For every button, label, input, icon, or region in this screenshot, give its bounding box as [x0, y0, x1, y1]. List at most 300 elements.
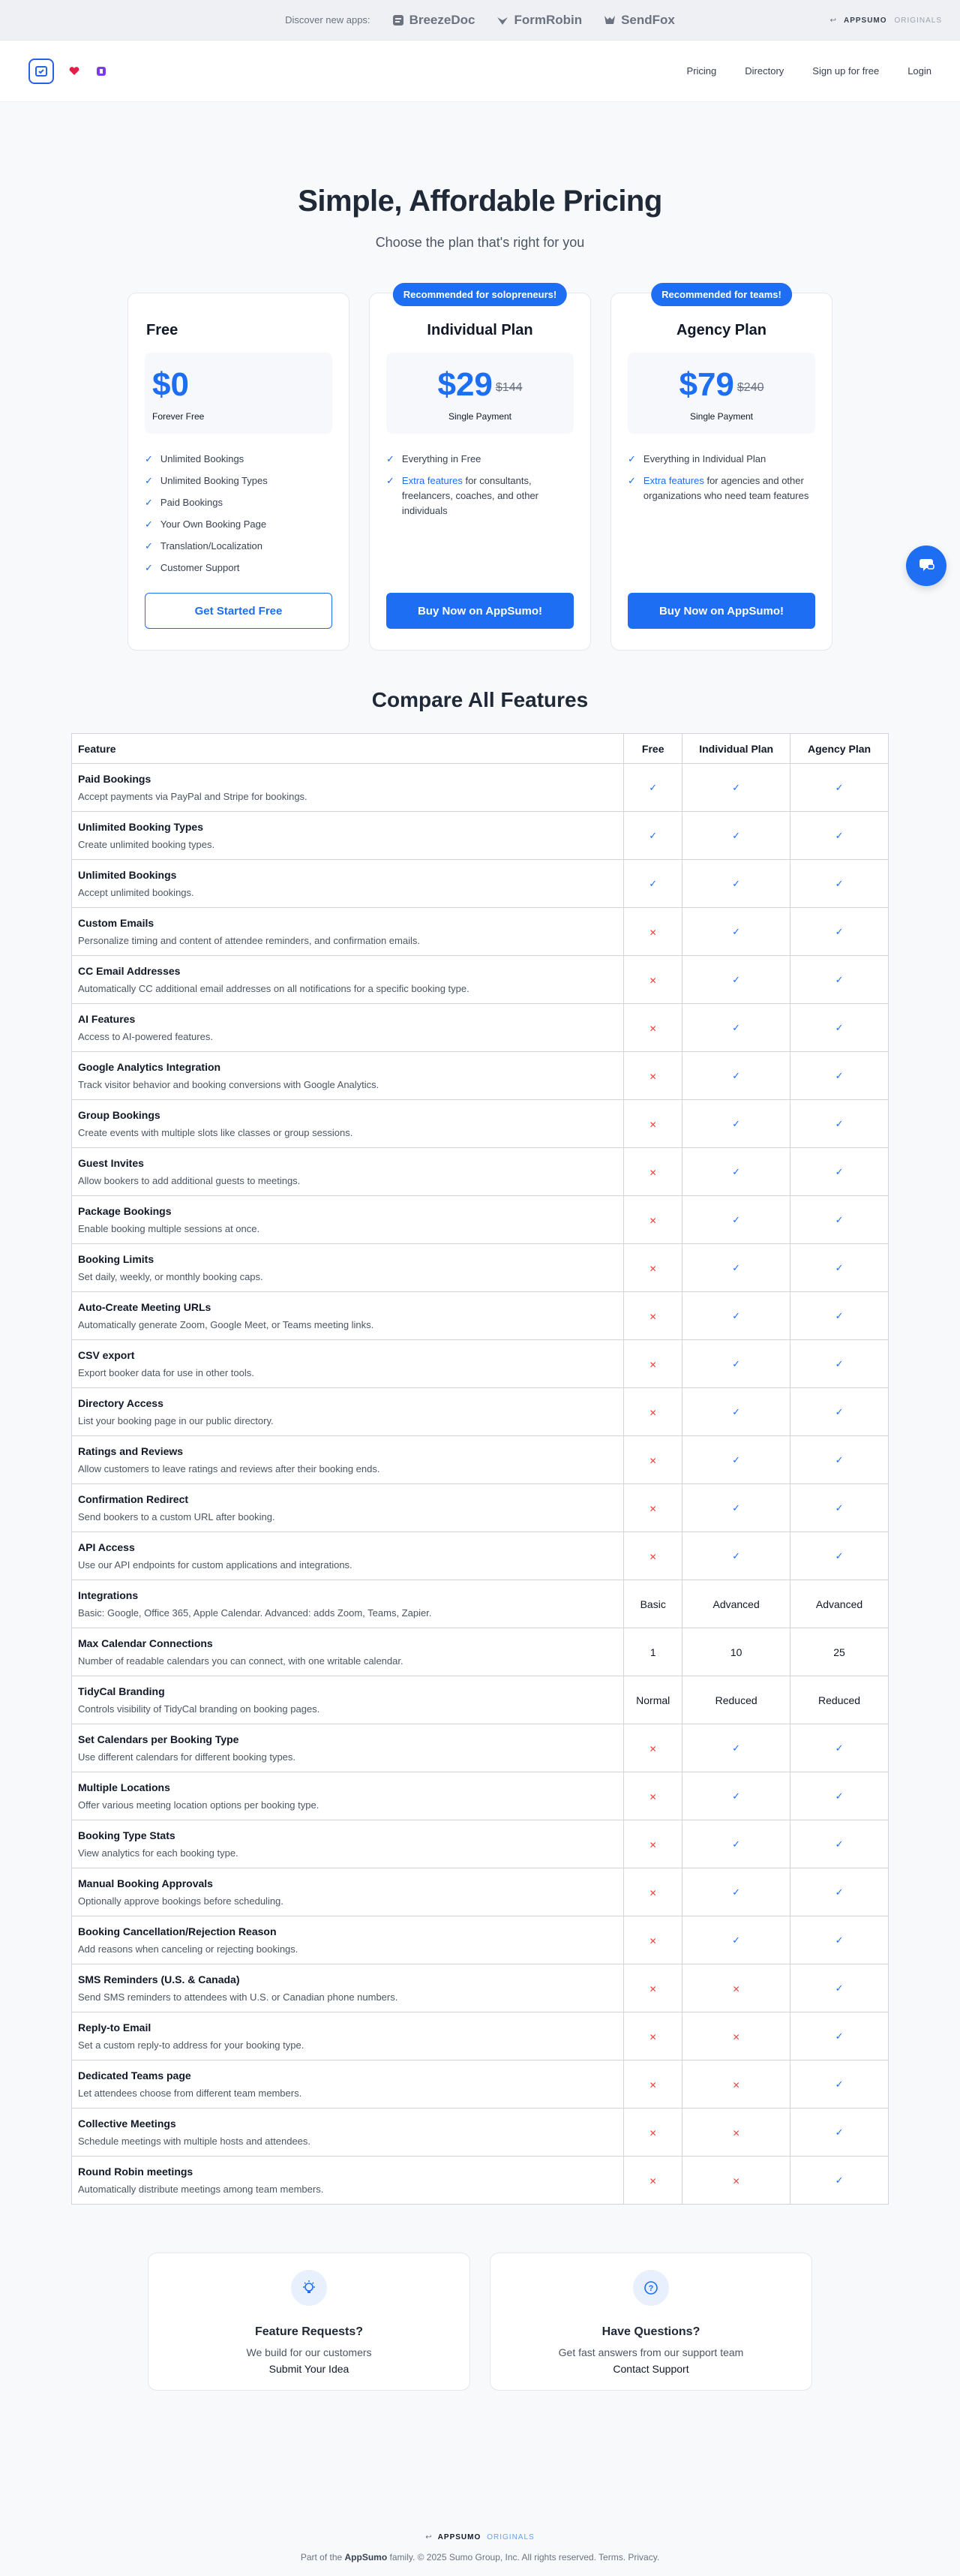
feature-cell — [72, 1820, 624, 1868]
table-header-row — [72, 734, 889, 764]
cross-icon: ✕ — [649, 1455, 657, 1466]
value-cell-free — [624, 1628, 682, 1676]
cross-icon: ✕ — [649, 1359, 657, 1370]
feature-description: Enable booking multiple sessions at once. — [78, 1223, 260, 1234]
list-item — [145, 452, 332, 467]
table-row — [72, 1436, 889, 1484]
value-cell-free — [624, 1724, 682, 1772]
list-item — [145, 517, 332, 532]
value-label: Normal — [636, 1694, 670, 1706]
svg-text:?: ? — [648, 2284, 654, 2293]
value-cell-agency — [790, 1100, 889, 1148]
table-row — [72, 956, 889, 1004]
value-cell-free — [624, 1388, 682, 1436]
check-icon: ✓ — [628, 475, 636, 486]
check-icon: ✓ — [835, 1550, 844, 1562]
question-icon — [633, 2270, 669, 2306]
feature-cell — [72, 1916, 624, 1964]
value-cell-agency — [790, 1916, 889, 1964]
value-cell-ind — [682, 1580, 790, 1628]
value-cell-free — [624, 1868, 682, 1916]
page-subtitle: Choose the plan that's right for you — [375, 235, 585, 250]
extra-features-link[interactable]: Extra features — [401, 475, 463, 486]
check-icon: ✓ — [835, 1022, 844, 1033]
nav-pricing[interactable]: Pricing — [686, 65, 717, 77]
value-cell-ind — [682, 2109, 790, 2157]
hero — [0, 102, 960, 251]
feature-description: Set a custom reply-to address for your booking type. — [78, 2039, 304, 2051]
extra-features-link[interactable]: Extra features — [643, 475, 704, 486]
check-icon: ✓ — [732, 1118, 741, 1129]
plan-name: Free — [146, 322, 178, 338]
have-questions-card — [490, 2253, 812, 2391]
check-icon: ✓ — [732, 1406, 741, 1417]
feature-description: Accept unlimited bookings. — [78, 887, 194, 898]
compare-title: Compare All Features — [371, 688, 589, 711]
check-icon: ✓ — [732, 974, 741, 985]
value-cell-agency — [790, 1772, 889, 1820]
table-row — [72, 860, 889, 908]
list-item — [145, 495, 332, 510]
value-cell-agency — [790, 1484, 889, 1532]
check-icon: ✓ — [732, 1166, 741, 1177]
get-started-free-button[interactable]: Get Started Free — [145, 593, 332, 629]
feature-name: CC Email Addresses — [78, 965, 181, 977]
column-header: Agency Plan — [790, 734, 889, 764]
cross-icon: ✕ — [649, 1215, 657, 1226]
value-cell-ind — [682, 2012, 790, 2060]
appsumo-family-link[interactable]: AppSumo — [344, 2552, 388, 2562]
appsumo-brand: APPSUMO — [843, 16, 887, 25]
cross-icon: ✕ — [649, 1503, 657, 1514]
cross-icon: ✕ — [732, 2079, 740, 2091]
check-icon: ✓ — [145, 519, 153, 530]
check-icon: ✓ — [386, 453, 394, 464]
originals-label: ORIGINALS — [894, 16, 942, 25]
feature-name: Manual Booking Approvals — [78, 1877, 213, 1889]
promo-app-formrobin[interactable] — [496, 13, 582, 28]
table-row — [72, 1100, 889, 1148]
feature-label: Your Own Booking Page — [160, 519, 267, 530]
plan-price: $29 — [437, 366, 493, 403]
feature-cell — [72, 2109, 624, 2157]
value-cell-free — [624, 812, 682, 860]
value-cell-free — [624, 1772, 682, 1820]
column-header: Free — [624, 734, 682, 764]
value-cell-agency — [790, 1292, 889, 1340]
table-row — [72, 1196, 889, 1244]
value-cell-ind — [682, 1628, 790, 1676]
value-cell-ind — [682, 1676, 790, 1724]
copyright-post: family. © 2025 Sumo Group, Inc. All rights reserved. Terms. Privacy. — [387, 2552, 660, 2562]
cross-icon: ✕ — [649, 927, 657, 938]
table-row — [72, 1964, 889, 2012]
feature-description: Basic: Google, Office 365, Apple Calendar. Advanced: adds Zoom, Teams, Zapier. — [78, 1607, 432, 1619]
promo-app-label: SendFox — [621, 12, 675, 27]
copyright-text — [0, 2552, 960, 2562]
sendfox-logo-icon — [603, 14, 616, 27]
check-icon: ✓ — [835, 1502, 844, 1513]
contact-support-link[interactable]: Contact Support — [613, 2363, 689, 2375]
feature-description: Controls visibility of TidyCal branding on booking pages. — [78, 1703, 320, 1715]
value-cell-agency — [790, 1340, 889, 1388]
check-icon: ✓ — [732, 1022, 741, 1033]
check-icon: ✓ — [732, 1550, 741, 1562]
value-cell-ind — [682, 1388, 790, 1436]
feature-name: Unlimited Bookings — [78, 869, 177, 881]
feature-cell — [72, 1100, 624, 1148]
feature-cell — [72, 1532, 624, 1580]
feature-description: Use our API endpoints for custom applications and integrations. — [78, 1559, 352, 1571]
breezedoc-logo-icon — [392, 14, 405, 27]
logo-group — [28, 59, 108, 84]
value-label: 1 — [650, 1646, 656, 1658]
table-row — [72, 2012, 889, 2060]
feature-cell — [72, 1148, 624, 1196]
value-cell-free — [624, 2060, 682, 2109]
value-cell-agency — [790, 1724, 889, 1772]
chat-button[interactable] — [906, 546, 946, 586]
cross-icon: ✕ — [649, 1311, 657, 1322]
check-icon: ✓ — [732, 1790, 741, 1802]
list-item — [386, 473, 574, 519]
footer-brand[interactable] — [0, 2533, 960, 2541]
list-item — [145, 473, 332, 488]
value-cell-ind — [682, 1484, 790, 1532]
promo-app-label: FormRobin — [514, 12, 583, 27]
check-icon: ✓ — [835, 1214, 844, 1225]
value-cell-ind — [682, 1772, 790, 1820]
table-row — [72, 1292, 889, 1340]
recommended-badge: Recommended for teams! — [651, 283, 792, 306]
value-label: Reduced — [715, 1694, 758, 1706]
list-item — [628, 452, 815, 467]
value-label: Basic — [640, 1598, 666, 1610]
table-row — [72, 2157, 889, 2205]
value-cell-ind — [682, 1004, 790, 1052]
check-icon: ✓ — [835, 1742, 844, 1754]
feature-name: CSV export — [78, 1349, 135, 1361]
site-header — [0, 41, 960, 102]
feature-description: Use different calendars for different booking types. — [78, 1751, 296, 1763]
copyright-pre: Part of the — [300, 2552, 345, 2562]
appsumo-originals[interactable] — [830, 0, 942, 41]
cross-icon: ✕ — [649, 1119, 657, 1130]
promo-label: Discover new apps: — [285, 14, 370, 26]
list-item — [628, 473, 815, 503]
value-cell-ind — [682, 1916, 790, 1964]
support-section — [0, 2253, 960, 2391]
feature-description: Automatically distribute meetings among team members. — [78, 2184, 324, 2195]
feature-description: Allow bookers to add additional guests to meetings. — [78, 1175, 301, 1186]
value-cell-free — [624, 1964, 682, 2012]
feature-name: Max Calendar Connections — [78, 1637, 213, 1649]
value-cell-free — [624, 908, 682, 956]
check-icon: ✓ — [732, 1214, 741, 1225]
table-row — [72, 1244, 889, 1292]
feature-description: View analytics for each booking type. — [78, 1847, 238, 1859]
feature-description: Track visitor behavior and booking conversions with Google Analytics. — [78, 1079, 380, 1090]
check-icon: ✓ — [145, 453, 153, 464]
feature-description: Offer various meeting location options per booking type. — [78, 1799, 320, 1811]
plan-name: Agency Plan — [676, 322, 767, 338]
value-cell-agency — [790, 2060, 889, 2109]
table-row — [72, 1532, 889, 1580]
feature-name: Auto-Create Meeting URLs — [78, 1301, 212, 1313]
value-cell-agency — [790, 1820, 889, 1868]
value-cell-agency — [790, 1628, 889, 1676]
feature-cell — [72, 1868, 624, 1916]
plan-card-individual — [369, 289, 591, 651]
table-row — [72, 1580, 889, 1628]
value-cell-free — [624, 1004, 682, 1052]
table-row — [72, 2109, 889, 2157]
promo-app-sendfox[interactable] — [603, 13, 675, 28]
feature-description: Create events with multiple slots like classes or group sessions. — [78, 1127, 353, 1138]
check-icon: ✓ — [386, 475, 394, 486]
formrobin-logo-icon — [496, 14, 509, 27]
value-cell-free — [624, 1436, 682, 1484]
price-subtext: Single Payment — [689, 411, 754, 422]
check-icon: ✓ — [835, 2079, 844, 2090]
table-row — [72, 1868, 889, 1916]
feature-cell — [72, 1052, 624, 1100]
feature-cell — [72, 764, 624, 812]
check-icon: ✓ — [145, 562, 153, 573]
value-cell-ind — [682, 1820, 790, 1868]
feature-cell — [72, 2060, 624, 2109]
card-title: Have Questions? — [602, 2325, 700, 2338]
feature-description: Personalize timing and content of attendee reminders, and confirmation emails. — [78, 935, 420, 946]
feature-name: Directory Access — [78, 1397, 164, 1409]
table-row — [72, 1340, 889, 1388]
check-icon: ✓ — [835, 2127, 844, 2138]
feature-name: Round Robin meetings — [78, 2166, 194, 2178]
value-cell-agency — [790, 1676, 889, 1724]
feature-cell — [72, 2012, 624, 2060]
value-label: Advanced — [712, 1598, 760, 1610]
value-cell-free — [624, 1196, 682, 1244]
plan-features — [145, 452, 332, 576]
feature-description: Export booker data for use in other tools. — [78, 1367, 254, 1378]
table-row — [72, 1148, 889, 1196]
card-subtitle: Get fast answers from our support team — [558, 2346, 744, 2358]
value-cell-free — [624, 1148, 682, 1196]
cross-icon: ✕ — [649, 1167, 657, 1178]
feature-name: API Access — [78, 1541, 135, 1553]
check-icon: ✓ — [732, 1934, 741, 1946]
value-cell-ind — [682, 1340, 790, 1388]
cross-icon: ✕ — [649, 2079, 657, 2091]
cross-icon: ✕ — [649, 1791, 657, 1802]
feature-name: Paid Bookings — [78, 773, 152, 785]
value-cell-agency — [790, 1436, 889, 1484]
check-icon: ✓ — [835, 1454, 844, 1465]
submit-idea-link[interactable]: Submit Your Idea — [268, 2363, 350, 2375]
feature-label: Unlimited Bookings — [160, 453, 244, 464]
cross-icon: ✕ — [649, 1887, 657, 1898]
check-icon: ✓ — [835, 1838, 844, 1850]
cross-icon: ✕ — [649, 1551, 657, 1562]
feature-description: Number of readable calendars you can connect, with one writable calendar. — [78, 1655, 404, 1667]
feature-name: SMS Reminders (U.S. & Canada) — [78, 1973, 240, 1985]
value-cell-free — [624, 1052, 682, 1100]
feature-description: Let attendees choose from different team members. — [78, 2088, 302, 2099]
value-cell-ind — [682, 764, 790, 812]
feature-name: Google Analytics Integration — [78, 1061, 221, 1073]
column-header: Individual Plan — [682, 734, 790, 764]
check-icon: ✓ — [732, 1358, 741, 1369]
feature-cell — [72, 1340, 624, 1388]
column-header: Feature — [72, 734, 624, 764]
check-icon: ✓ — [835, 782, 844, 793]
feature-label: Everything in Free — [401, 453, 482, 464]
value-cell-free — [624, 2012, 682, 2060]
cross-icon: ✕ — [649, 1983, 657, 1994]
nav-directory[interactable]: Directory — [745, 65, 784, 77]
feature-name: Group Bookings — [78, 1109, 160, 1121]
original-price: $240 — [736, 381, 764, 394]
value-cell-ind — [682, 1100, 790, 1148]
feature-description: Allow customers to leave ratings and reviews after their booking ends. — [78, 1463, 380, 1474]
value-cell-ind — [682, 1532, 790, 1580]
check-icon: ✓ — [835, 1310, 844, 1321]
appsumo-brand: APPSUMO — [437, 2533, 482, 2541]
feature-cell — [72, 1436, 624, 1484]
tidycal-logo-icon[interactable] — [28, 59, 54, 84]
table-row — [72, 1052, 889, 1100]
buy-now-button[interactable]: Buy Now on AppSumo! — [386, 593, 574, 629]
check-icon: ✓ — [835, 2030, 844, 2042]
value-cell-free — [624, 1244, 682, 1292]
nav-signup[interactable]: Sign up for free — [812, 65, 880, 77]
purple-logo-icon — [94, 65, 108, 78]
feature-label — [644, 473, 815, 503]
price-box — [386, 353, 574, 434]
table-row — [72, 1820, 889, 1868]
check-icon: ✓ — [649, 830, 658, 841]
value-cell-ind — [682, 956, 790, 1004]
feature-label: Paid Bookings — [160, 497, 224, 508]
promo-app-label: BreezeDoc — [409, 12, 476, 27]
feature-name: Guest Invites — [78, 1157, 144, 1169]
value-cell-agency — [790, 1244, 889, 1292]
plan-price: $0 — [152, 366, 189, 403]
value-cell-free — [624, 956, 682, 1004]
value-cell-agency — [790, 1196, 889, 1244]
feature-description: Accept payments via PayPal and Stripe for bookings. — [78, 791, 308, 802]
feature-label: Everything in Individual Plan — [643, 453, 766, 464]
feature-name: Collective Meetings — [78, 2118, 176, 2130]
buy-now-button[interactable]: Buy Now on AppSumo! — [628, 593, 815, 629]
back-arrow-icon: ↩ — [425, 2533, 432, 2541]
chat-icon — [917, 555, 935, 577]
feature-cell — [72, 1292, 624, 1340]
check-icon: ✓ — [835, 926, 844, 937]
value-cell-free — [624, 2157, 682, 2205]
cross-icon: ✕ — [649, 1407, 657, 1418]
value-label: Advanced — [815, 1598, 863, 1610]
feature-label — [402, 473, 574, 519]
check-icon: ✓ — [835, 1982, 844, 1994]
price-box — [628, 353, 815, 434]
value-cell-free — [624, 1580, 682, 1628]
value-cell-agency — [790, 764, 889, 812]
check-icon: ✓ — [145, 497, 153, 508]
table-row — [72, 1628, 889, 1676]
value-cell-ind — [682, 2060, 790, 2109]
table-row — [72, 1676, 889, 1724]
check-icon: ✓ — [145, 475, 153, 486]
check-icon: ✓ — [835, 1262, 844, 1273]
feature-cell — [72, 1964, 624, 2012]
feature-text: for agencies and other organizations who need team features — [643, 475, 809, 501]
check-icon: ✓ — [835, 1118, 844, 1129]
promo-app-breezedoc[interactable] — [392, 13, 476, 28]
feature-name: AI Features — [78, 1013, 136, 1025]
feature-name: Booking Type Stats — [78, 1829, 176, 1841]
feature-name: Unlimited Booking Types — [78, 821, 203, 833]
feature-description: Send SMS reminders to attendees with U.S. or Canadian phone numbers. — [78, 1991, 398, 2003]
value-cell-free — [624, 1292, 682, 1340]
feature-description: Set daily, weekly, or monthly booking caps. — [78, 1271, 263, 1282]
nav-login[interactable]: Login — [908, 65, 932, 77]
value-cell-agency — [790, 956, 889, 1004]
value-cell-free — [624, 860, 682, 908]
feature-cell — [72, 1724, 624, 1772]
table-row — [72, 1724, 889, 1772]
value-cell-free — [624, 1484, 682, 1532]
cross-icon: ✕ — [732, 2127, 740, 2139]
feature-name: Custom Emails — [78, 917, 154, 929]
feature-description: Send bookers to a custom URL after booking. — [78, 1511, 275, 1522]
feature-label: Unlimited Booking Types — [160, 475, 268, 486]
back-arrow-icon: ↩ — [830, 16, 836, 25]
feature-cell — [72, 860, 624, 908]
cross-icon: ✕ — [649, 1935, 657, 1946]
value-label: 25 — [833, 1646, 845, 1658]
value-cell-ind — [682, 1724, 790, 1772]
value-cell-ind — [682, 1436, 790, 1484]
feature-cell — [72, 1196, 624, 1244]
feature-requests-card — [148, 2253, 470, 2391]
cross-icon: ✕ — [649, 2127, 657, 2139]
feature-description: List your booking page in our public directory. — [78, 1415, 274, 1426]
value-cell-ind — [682, 908, 790, 956]
table-row — [72, 812, 889, 860]
price-box — [145, 353, 332, 434]
cross-icon: ✕ — [649, 1839, 657, 1850]
plan-name: Individual Plan — [427, 322, 533, 338]
value-label: 10 — [730, 1646, 742, 1658]
feature-name: TidyCal Branding — [78, 1685, 165, 1697]
feature-name: Dedicated Teams page — [78, 2070, 191, 2082]
table-row — [72, 1388, 889, 1436]
feature-description: Automatically generate Zoom, Google Meet, or Teams meeting links. — [78, 1319, 374, 1330]
list-item — [145, 561, 332, 576]
value-cell-ind — [682, 1964, 790, 2012]
check-icon: ✓ — [732, 1454, 741, 1465]
value-cell-agency — [790, 1004, 889, 1052]
feature-cell — [72, 1244, 624, 1292]
value-cell-free — [624, 1676, 682, 1724]
cross-icon: ✕ — [649, 2031, 657, 2042]
compare-table — [71, 733, 889, 2205]
card-subtitle: We build for our customers — [246, 2346, 372, 2358]
value-label: Reduced — [818, 1694, 861, 1706]
list-item — [145, 539, 332, 554]
table-row — [72, 1484, 889, 1532]
